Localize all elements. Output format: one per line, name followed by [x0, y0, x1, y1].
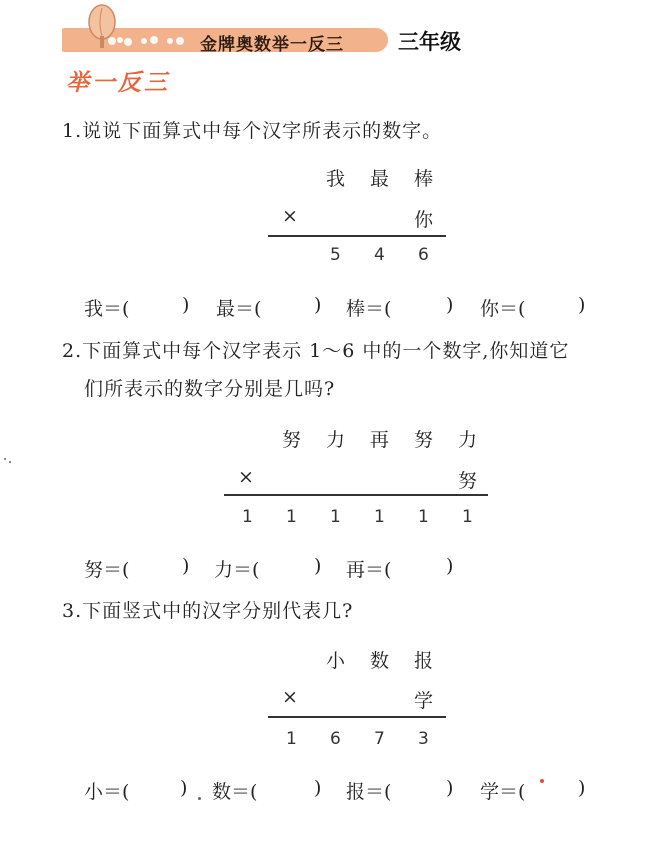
dust-mark	[198, 797, 201, 800]
q1-answer-paren: )	[578, 294, 586, 316]
q2-multiplicand-char: 力	[326, 429, 346, 451]
q3-multiplicand-char: 数	[370, 650, 390, 672]
q3-answer-paren: )	[446, 777, 454, 799]
q1-result-digit: 5	[330, 245, 341, 265]
q1-multiplier-char: 你	[414, 209, 434, 231]
q1-answer-label: 我＝(	[84, 298, 130, 320]
decorative-flourish	[104, 34, 190, 48]
q1-result-digit: 4	[374, 245, 385, 265]
q2-result-rule	[224, 494, 488, 496]
question-3-text: 3.下面竖式中的汉字分别代表几?	[62, 600, 354, 622]
q2-result-digit: 1	[462, 507, 473, 527]
q2-multiplicand-char: 再	[370, 429, 390, 451]
q3-result-digit: 6	[330, 729, 341, 749]
q1-result-rule	[268, 235, 446, 237]
question-2-text-line2: 们所表示的数字分别是几吗?	[84, 378, 336, 400]
q3-answer-paren: )	[578, 777, 586, 799]
q3-answer-paren: )	[314, 777, 322, 799]
q3-result-digit: 3	[418, 729, 429, 749]
q2-multiplicand-char: 努	[414, 429, 434, 451]
q2-answer-paren: )	[314, 555, 322, 577]
q2-times-sign: ×	[238, 466, 254, 488]
q2-answer-label: 再＝(	[346, 559, 392, 581]
q2-result-digit: 1	[330, 507, 341, 527]
q1-answer-label: 你＝(	[480, 298, 526, 320]
q3-multiplicand-char: 报	[414, 650, 434, 672]
question-2-text-line1: 2.下面算式中每个汉字表示 1～6 中的一个数字,你知道它	[62, 340, 570, 362]
q1-answer-paren: )	[182, 294, 190, 316]
q3-result-digit: 1	[286, 729, 297, 749]
q1-answer-paren: )	[314, 294, 322, 316]
q3-answer-label: 小＝(	[84, 781, 130, 803]
q1-multiplicand-char: 我	[326, 168, 346, 190]
section-title: 举一反三	[66, 70, 170, 96]
q3-answer-paren: )	[180, 777, 188, 799]
q1-result-digit: 6	[418, 245, 429, 265]
ink-speck	[540, 779, 544, 783]
dust-mark	[9, 461, 11, 463]
q2-result-digit: 1	[374, 507, 385, 527]
q2-result-digit: 1	[242, 507, 253, 527]
q3-times-sign: ×	[282, 686, 298, 708]
q1-multiplicand-char: 棒	[414, 168, 434, 190]
q1-times-sign: ×	[282, 205, 298, 227]
q3-multiplicand-char: 小	[326, 650, 346, 672]
q3-answer-label: 数＝(	[212, 781, 258, 803]
q1-answer-label: 棒＝(	[346, 298, 392, 320]
q2-multiplicand-char: 努	[282, 429, 302, 451]
q3-result-digit: 7	[374, 729, 385, 749]
header-grade: 三年级	[398, 30, 461, 54]
q3-answer-label: 报＝(	[346, 781, 392, 803]
q2-result-digit: 1	[418, 507, 429, 527]
q3-multiplier-char: 学	[414, 690, 434, 712]
dust-mark	[4, 458, 6, 460]
q2-multiplicand-char: 力	[458, 429, 478, 451]
q3-result-rule	[268, 716, 446, 718]
q2-answer-label: 努＝(	[84, 559, 130, 581]
q1-answer-paren: )	[446, 294, 454, 316]
q2-answer-paren: )	[182, 555, 190, 577]
q2-result-digit: 1	[286, 507, 297, 527]
question-1-text: 1.说说下面算式中每个汉字所表示的数字。	[62, 120, 443, 142]
q3-answer-label: 学＝(	[480, 781, 526, 803]
q2-answer-label: 力＝(	[214, 559, 260, 581]
q2-answer-paren: )	[446, 555, 454, 577]
q2-multiplier-char: 努	[458, 470, 478, 492]
q1-answer-label: 最＝(	[216, 298, 262, 320]
header-title: 金牌奥数举一反三	[200, 35, 344, 55]
q1-multiplicand-char: 最	[370, 168, 390, 190]
